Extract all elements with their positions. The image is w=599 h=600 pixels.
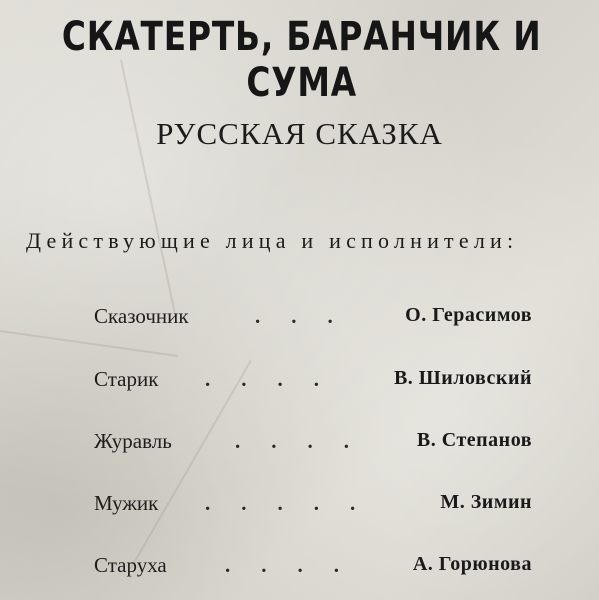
leader-dots: . . . . <box>235 429 351 453</box>
cast-row <box>0 367 599 397</box>
page-title: СКАТЕРТЬ, БАРАНЧИК И СУМА <box>61 14 542 106</box>
paper-crease <box>0 330 178 357</box>
leader-dots: . . . . <box>225 553 341 577</box>
cast-role: Старик <box>94 367 159 391</box>
cast-performer: В. Степанов <box>416 429 532 451</box>
cast-role: Журавль <box>94 429 172 453</box>
cast-performer: А. Горюнова <box>412 553 532 575</box>
leader-dots: . . . . <box>205 367 321 391</box>
cast-row <box>0 304 599 334</box>
cast-performer: В. Шиловский <box>393 367 532 389</box>
cast-performer: М. Зимин <box>440 491 532 513</box>
cast-heading: Действующие лица и исполнители: <box>26 228 519 253</box>
leader-dots: . . . . . <box>205 491 358 515</box>
cast-row <box>0 429 599 459</box>
cast-row <box>0 491 599 521</box>
page-subtitle: РУССКАЯ СКАЗКА <box>156 116 443 151</box>
cast-role: Сказочник <box>94 304 189 328</box>
cast-performer: О. Герасимов <box>405 304 532 326</box>
cast-row <box>0 553 599 583</box>
leader-dots: . . . <box>255 304 335 328</box>
cast-role: Мужик <box>94 491 159 515</box>
cast-role: Старуха <box>94 553 167 577</box>
